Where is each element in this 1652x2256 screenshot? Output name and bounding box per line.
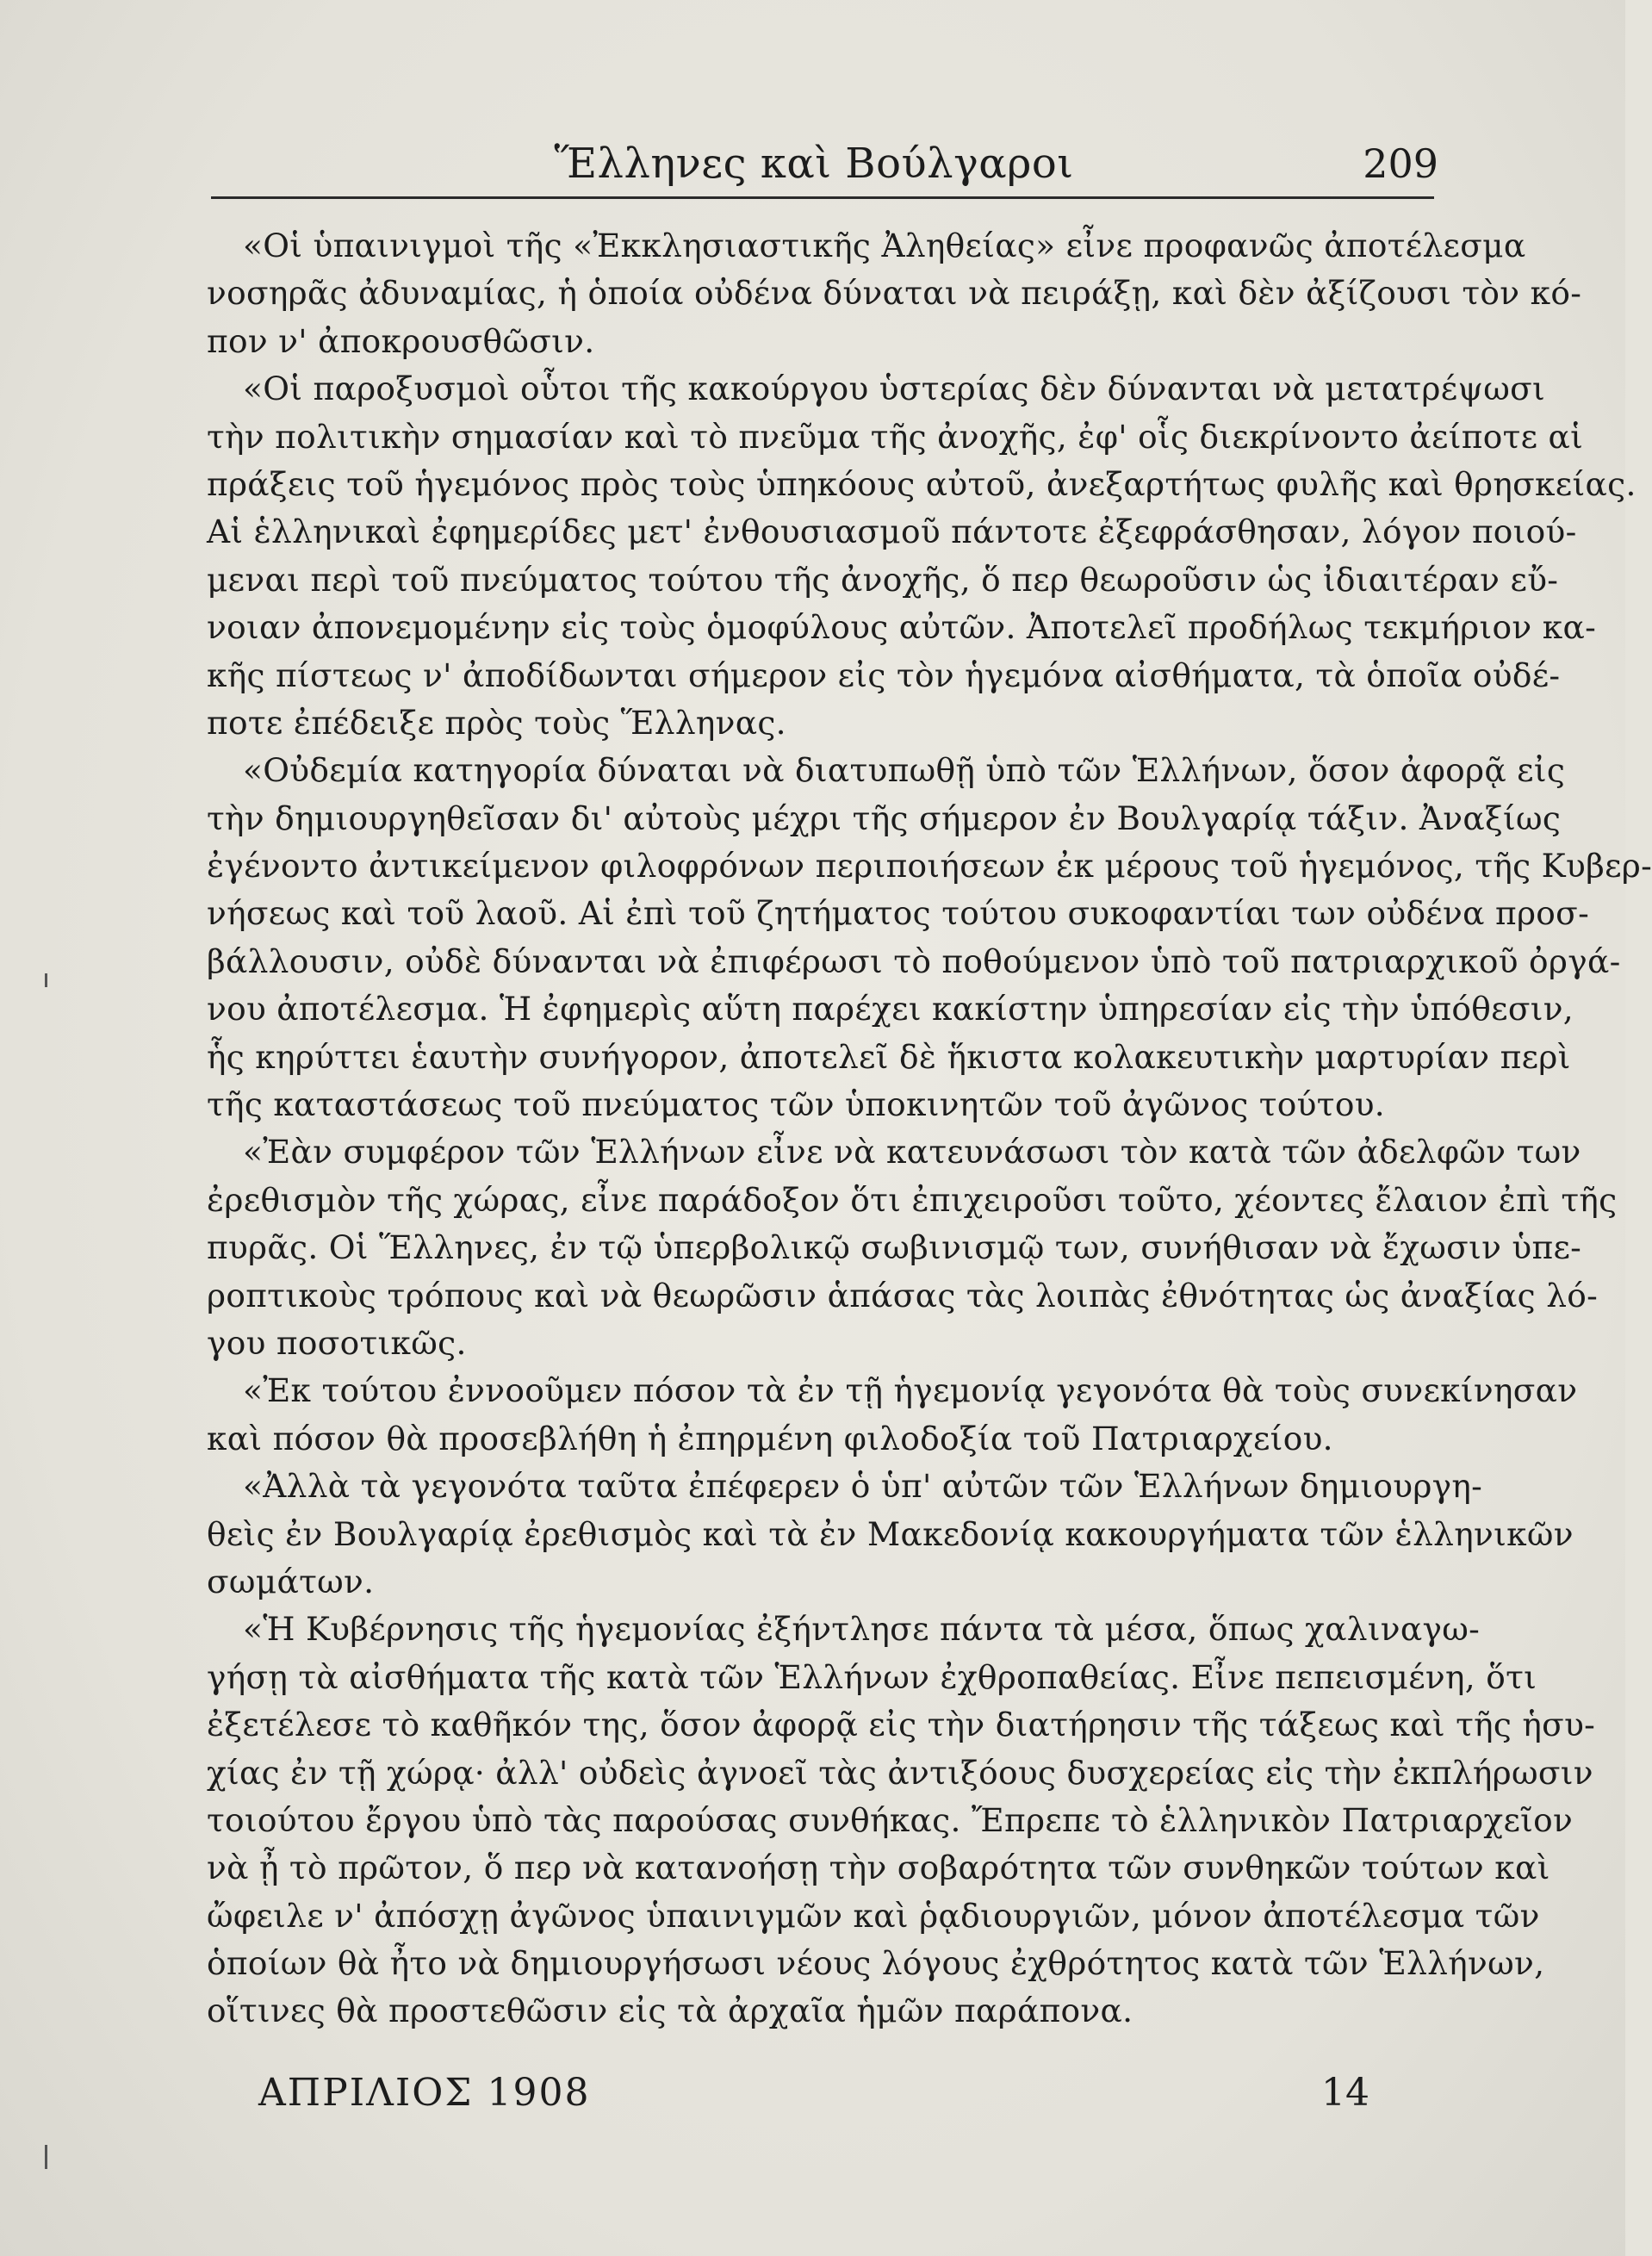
text-line: ἐρεθισμὸν τῆς χώρας, εἶνε παράδοξον ὅτι ἐπιχειροῦσι τοῦτο, χέοντες ἔλαιον ἐπὶ τῆς: [207, 1180, 1618, 1219]
binding-mark: [45, 2145, 47, 2169]
text-line: καὶ πόσον θὰ προσεβλήθη ἡ ἐπηρμένη φιλοδοξία τοῦ Πατριαρχείου.: [207, 1419, 1333, 1457]
paragraph: [207, 365, 1636, 747]
text-line: «Οἱ παροξυσμοὶ οὗτοι τῆς κακούργου ὑστερίας δὲν δύνανται νὰ μετατρέψωσι: [243, 370, 1545, 408]
text-line: μεναι περὶ τοῦ πνεύματος τούτου τῆς ἀνοχῆς, ὅ περ θεωροῦσιν ὡς ἰδιαιτέραν εὔ-: [207, 560, 1559, 599]
text-line: νὰ ᾖ τὸ πρῶτον, ὅ περ νὰ κατανοήσῃ τὴν σοβαρότητα τῶν συνθηκῶν τούτων καὶ: [207, 1849, 1550, 1887]
text-line: ὁποίων θὰ ἦτο νὰ δημιουργήσωσι νέους λόγους ἐχθρότητος κατὰ τῶν Ἑλλήνων,: [207, 1944, 1545, 1983]
text-line: τῆς καταστάσεως τοῦ πνεύματος τῶν ὑποκινητῶν τοῦ ἀγῶνος τούτου.: [207, 1085, 1386, 1124]
text-line: γου ποσοτικῶς.: [207, 1323, 467, 1362]
body-text: [207, 222, 1652, 2035]
header-rule: [211, 196, 1434, 199]
text-line: σωμάτων.: [207, 1562, 375, 1600]
paragraph: [207, 1128, 1618, 1367]
signature-mark: 14: [1321, 2071, 1369, 2115]
text-line: ἐγένοντο ἀντικείμενον φιλοφρόνων περιποιήσεων ἐκ μέρους τοῦ ἡγεμόνος, τῆς Κυβερ-: [207, 847, 1652, 886]
text-line: «Ἐὰν συμφέρον τῶν Ἑλλήνων εἶνε νὰ κατευνάσωσι τὸν κατὰ τῶν ἀδελφῶν των: [243, 1133, 1581, 1172]
text-line: ἧς κηρύττει ἑαυτὴν συνήγορον, ἀποτελεῖ δὲ ἥκιστα κολακευτικὴν μαρτυρίαν περὶ: [207, 1037, 1571, 1076]
paragraph: [207, 222, 1582, 365]
text-line: γήσῃ τὰ αἰσθήματα τῆς κατὰ τῶν Ἑλλήνων ἐχθροπαθείας. Εἶνε πεπεισμένη, ὅτι: [207, 1657, 1537, 1696]
text-line: «Ἡ Κυβέρνησις τῆς ἡγεμονίας ἐξήντλησε πάντα τὰ μέσα, ὅπως χαλιναγω-: [243, 1610, 1481, 1649]
text-line: «Οἱ ὑπαινιγμοὶ τῆς «Ἐκκλησιαστικῆς Ἀληθείας» εἶνε προφανῶς ἀποτέλεσμα: [243, 227, 1526, 264]
text-line: Αἱ ἑλληνικαὶ ἐφημερίδες μετ' ἐνθουσιασμοῦ πάντοτε ἐξεφράσθησαν, λόγον ποιού-: [207, 513, 1577, 551]
issue-date: ΑΠΡΙΛΙΟΣ 1908: [258, 2071, 591, 2115]
text-line: ποτε ἐπέδειξε πρὸς τοὺς Ἕλληνας.: [207, 703, 786, 742]
text-line: τὴν πολιτικὴν σημασίαν καὶ τὸ πνεῦμα τῆς ἀνοχῆς, ἐφ' οἷς διεκρίνοντο ἀείποτε αἱ: [207, 417, 1584, 456]
text-line: πον ν' ἀποκρουσθῶσιν.: [207, 321, 595, 360]
text-line: ὤφειλε ν' ἀπόσχῃ ἀγῶνος ὑπαινιγμῶν καὶ ῥᾳδιουργιῶν, μόνον ἀποτέλεσμα τῶν: [207, 1896, 1540, 1935]
text-line: οἵτινες θὰ προστεθῶσιν εἰς τὰ ἀρχαῖα ἡμῶν παράπονα.: [207, 1992, 1133, 2030]
text-line: ροπτικοὺς τρόπους καὶ νὰ θεωρῶσιν ἁπάσας τὰς λοιπὰς ἐθνότητας ὡς ἀναξίας λό-: [207, 1276, 1599, 1314]
running-title: Ἕλληνες καὶ Βούλγαροι: [554, 140, 1074, 188]
text-line: πράξεις τοῦ ἡγεμόνος πρὸς τοὺς ὑπηκόους αὐτοῦ, ἀνεξαρτήτως φυλῆς καὶ θρησκείας.: [207, 464, 1636, 503]
text-line: νου ἀποτέλεσμα. Ἡ ἐφημερὶς αὕτη παρέχει κακίστην ὑπηρεσίαν εἰς τὴν ὑπόθεσιν,: [207, 990, 1574, 1029]
text-line: «Ἀλλὰ τὰ γεγονότα ταῦτα ἐπέφερεν ὁ ὑπ' αὐτῶν τῶν Ἑλλήνων δημιουργη-: [243, 1467, 1483, 1506]
text-line: «Ἐκ τούτου ἐννοοῦμεν πόσον τὰ ἐν τῇ ἡγεμονίᾳ γεγονότα θὰ τοὺς συνεκίνησαν: [243, 1371, 1578, 1410]
paragraph: [207, 747, 1652, 1128]
text-line: ἐξετέλεσε τὸ καθῆκόν της, ὅσον ἀφορᾷ εἰς τὴν διατήρησιν τῆς τάξεως καὶ τῆς ἡσυ-: [207, 1706, 1596, 1744]
paragraph: [207, 1606, 1596, 2035]
text-line: νοσηρᾶς ἀδυναμίας, ἡ ὁποία οὐδένα δύναται νὰ πειράξῃ, καὶ δὲν ἀξίζουσι τὸν κό-: [207, 274, 1582, 313]
binding-mark: [45, 973, 47, 987]
text-line: θεὶς ἐν Βουλγαρίᾳ ἐρεθισμὸς καὶ τὰ ἐν Μακεδονίᾳ κακουργήματα τῶν ἑλληνικῶν: [207, 1514, 1574, 1553]
text-line: «Οὐδεμία κατηγορία δύναται νὰ διατυπωθῇ ὑπὸ τῶν Ἑλλήνων, ὅσον ἀφορᾷ εἰς: [243, 751, 1566, 790]
text-line: χίας ἐν τῇ χώρᾳ· ἀλλ' οὐδεὶς ἀγνοεῖ τὰς ἀντιξόους δυσχερείας εἰς τὴν ἐκπλήρωσιν: [207, 1753, 1593, 1792]
text-line: τὴν δημιουργηθεῖσαν δι' αὐτοὺς μέχρι τῆς σήμερον ἐν Βουλγαρίᾳ τάξιν. Ἀναξίως: [207, 799, 1562, 837]
page-header: [189, 138, 1438, 190]
text-line: πυρᾶς. Οἱ Ἕλληνες, ἐν τῷ ὑπερβολικῷ σωβινισμῷ των, συνήθισαν νὰ ἔχωσιν ὑπε-: [207, 1228, 1582, 1267]
text-line: νοιαν ἀπονεμομένην εἰς τοὺς ὁμοφύλους αὐτῶν. Ἀποτελεῖ προδήλως τεκμήριον κα-: [207, 608, 1597, 647]
text-line: τοιούτου ἔργου ὑπὸ τὰς παρούσας συνθήκας. Ἔπρεπε τὸ ἑλληνικὸν Πατριαρχεῖον: [207, 1800, 1574, 1839]
paragraph: [207, 1367, 1578, 1463]
page-footer: [258, 2067, 1369, 2119]
text-line: κῆς πίστεως ν' ἀποδίδωνται σήμερον εἰς τὸν ἡγεμόνα αἰσθήματα, τὰ ὁποῖα οὐδέ-: [207, 656, 1561, 694]
paragraph: [207, 1463, 1574, 1606]
page-number: 209: [1363, 140, 1438, 187]
text-line: βάλλουσιν, οὐδὲ δύνανται νὰ ἐπιφέρωσι τὸ ποθούμενον ὑπὸ τοῦ πατριαρχικοῦ ὀργά-: [207, 942, 1621, 980]
text-line: νήσεως καὶ τοῦ λαοῦ. Αἱ ἐπὶ τοῦ ζητήματος τούτου συκοφαντίαι των οὐδένα προσ-: [207, 894, 1590, 933]
